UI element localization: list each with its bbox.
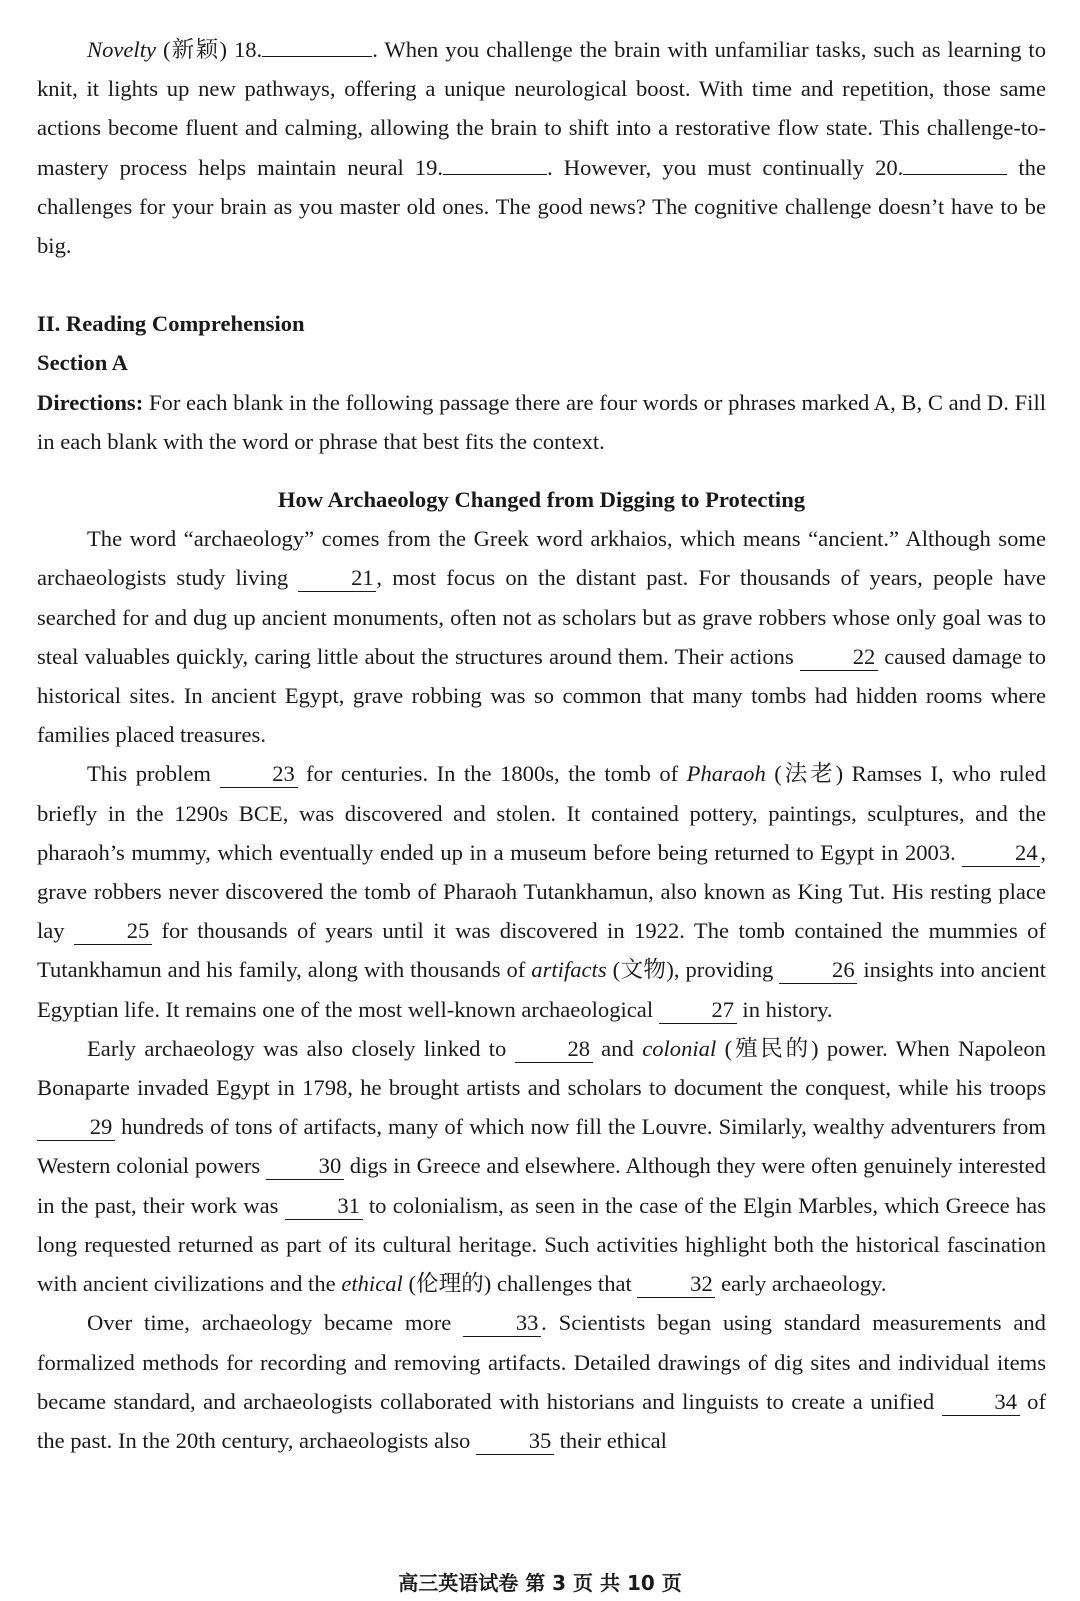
paragraph-novelty: Novelty (新颖) 18. . When you challenge the brain with unfamiliar tasks, such as learning to knit, it lights up new pathways, offering a unique neurological boost. With time and repetition, those same actions become fluent and calming, allowing the brain to shift into a restorative flow state. This challenge-to-mastery process helps maintain neural 19. . However, you must continually 20. the challenges for your brain as you master old ones. The good news? The cognitive challenge doesn’t have to be big. [37, 37, 1047, 259]
blank-34[interactable]: 34 [942, 1389, 1020, 1416]
passage-paragraph-1: The word “archaeology” comes from the Greek word arkhaios, which means “ancient.” Although some archaeologists study living 21 , most focus on the distant past. For thousands of years, people have searched for and dug up ancient monuments, often not as scholars but as grave robbers whose only goal was to steal valuables quickly, caring little about the structures around them. Their actions 22 caused damage to historical sites. In ancient Egypt, grave robbing was so common that many tombs had hidden rooms where families placed treasures. [37, 526, 1046, 748]
section-heading: II. Reading Comprehension [37, 311, 305, 337]
blank-30[interactable]: 30 [266, 1153, 344, 1180]
blank-32[interactable]: 32 [637, 1271, 715, 1298]
blank-23[interactable]: 23 [220, 761, 298, 788]
blank-21[interactable]: 21 [298, 565, 376, 592]
answer-blank-19[interactable] [443, 174, 547, 175]
spacer [37, 265, 1046, 304]
blank-25[interactable]: 25 [74, 918, 152, 945]
passage-paragraph-2: This problem 23 for centuries. In the 1800s, the tomb of Pharaoh (法老) Ramses I, who ruled briefly in the 1290s BCE, was discovered and stolen. It contained pottery, paintings, sculptures, and the pharaoh’s mummy, which eventually ended up in a museum before being returned to Egypt in 2003. 24 , grave robbers never discovered the tomb of Pharaoh Tutankhamun, also known as King Tut. His resting place lay 25 for thousands of years until it was discovered in 1922. The tomb contained the mummies of Tutankhamun and his family, along with thousands of artifacts (文物), providing 26 insights into ancient Egyptian life. It remains one of the most well-known archaeological 27 in history. [37, 761, 1046, 1022]
passage-title: How Archaeology Changed from Digging to Protecting [277, 487, 806, 513]
blank-29[interactable]: 29 [37, 1114, 115, 1141]
blank-24[interactable]: 24 [962, 840, 1040, 867]
page-footer: 高三英语试卷 第 3 页 共 10 页 [398, 1571, 682, 1595]
novelty-word: Novelty [87, 37, 157, 62]
answer-blank-20[interactable] [903, 174, 1007, 175]
blank-35[interactable]: 35 [476, 1428, 554, 1455]
blank-28[interactable]: 28 [515, 1036, 593, 1063]
blank-31[interactable]: 31 [285, 1193, 363, 1220]
directions-label: Directions: [37, 389, 144, 415]
blank-22[interactable]: 22 [800, 644, 878, 671]
passage-paragraph-4: Over time, archaeology became more 33 . Scientists began using standard measurements and formalized methods for recording and removing artifacts. Detailed drawings of dig sites and individual items became standard, and archaeologists collaborated with historians and linguists to create a unified 34 of the past. In the 20th century, archaeologists also 35 their ethical [37, 1310, 1046, 1453]
blank-27[interactable]: 27 [659, 997, 737, 1024]
blank-26[interactable]: 26 [779, 957, 857, 984]
blank-33[interactable]: 33 [463, 1310, 541, 1337]
directions: Directions: For each blank in the following passage there are four words or phrases marked A, B, C and D. Fill in each blank with the word or phrase that best fits the context. [37, 389, 1046, 454]
passage-paragraph-3: Early archaeology was also closely linked to 28 and colonial (殖民的) power. When Napoleon Bonaparte invaded Egypt in 1798, he brought artists and scholars to document the conquest, while his troops 29 hundreds of tons of artifacts, many of which now fill the Louvre. Similarly, wealthy adventurers from Western colonial powers 30 digs in Greece and elsewhere. Although they were often genuinely interested in the past, their work was 31 to colonialism, as seen in the case of the Elgin Marbles, which Greece has long requested returned as part of its cultural heritage. Such activities highlight both the historical fascination with ancient civilizations and the ethical (伦理的) challenges that 32 early archaeology. [37, 1035, 1046, 1297]
section-subheading: Section A [37, 350, 129, 376]
answer-blank-18[interactable] [262, 56, 372, 57]
